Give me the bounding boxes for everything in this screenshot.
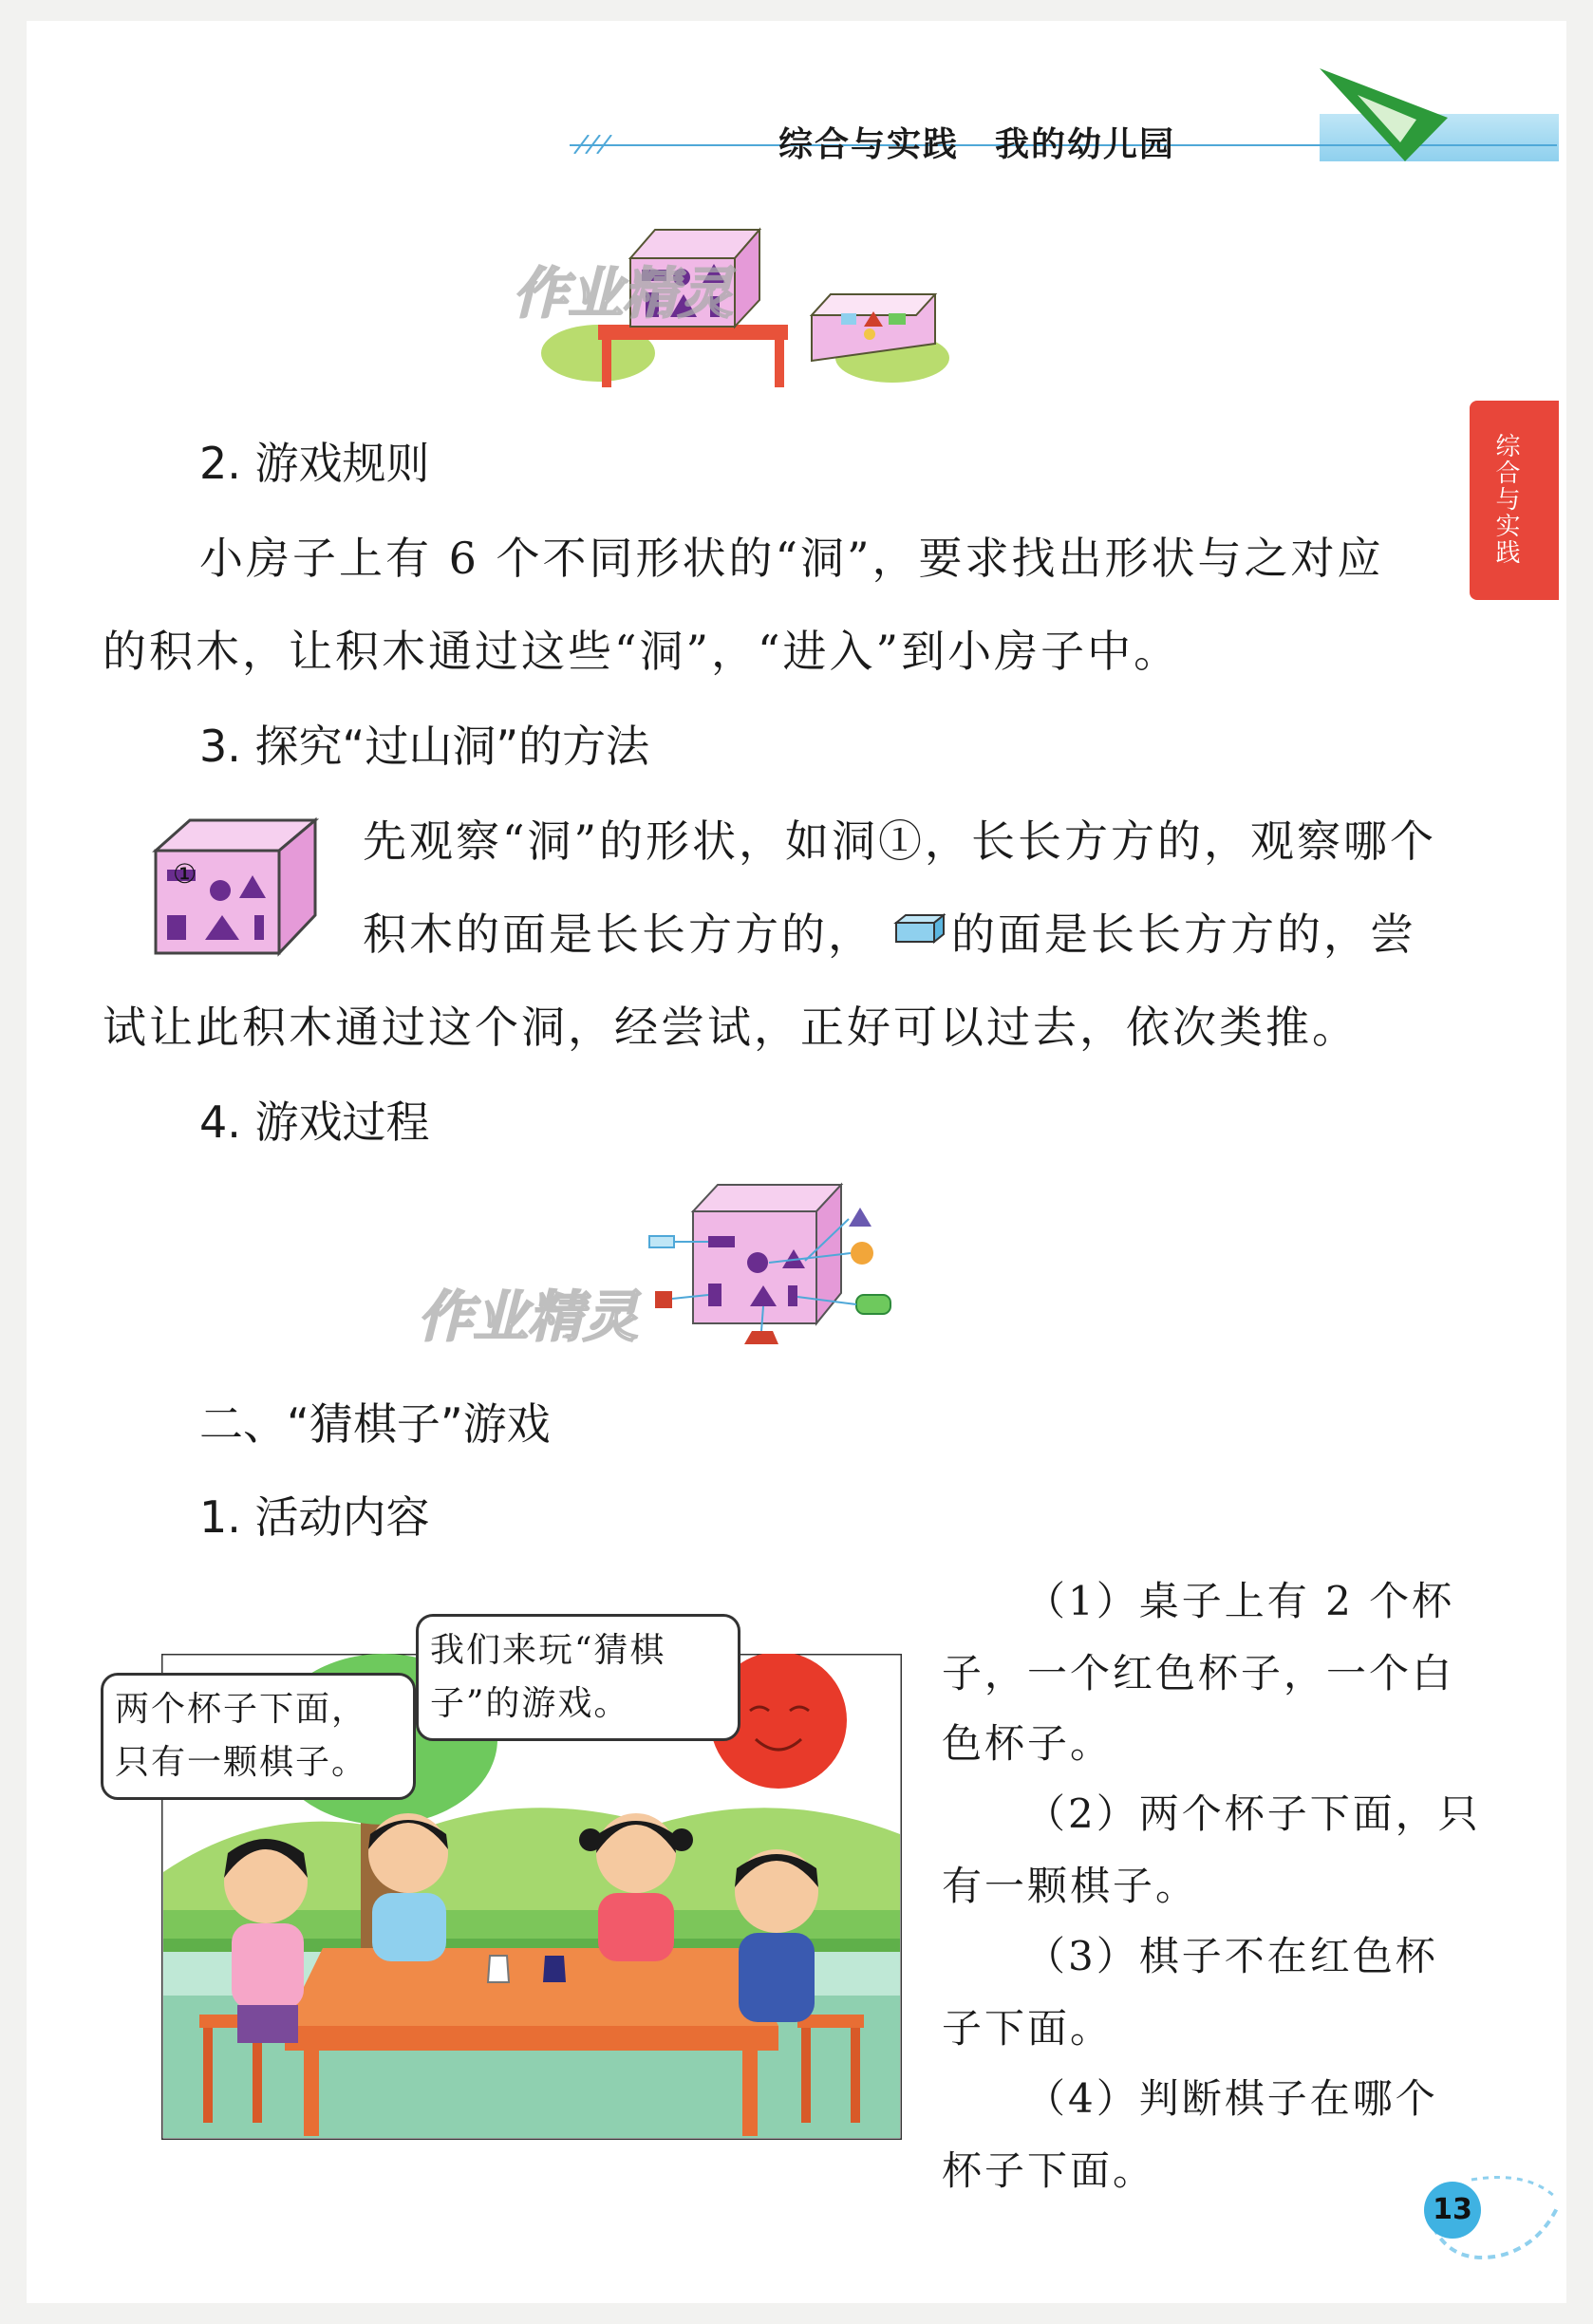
bubble-right-line-2: 子”的游戏。 [430,1684,630,1723]
cuboid-block-icon [892,911,946,946]
item-1-line-1: （1）桌子上有 2 个杯 [1025,1578,1455,1624]
header-hatch-icon [570,135,627,154]
guess-heading: 二、“猜棋子”游戏 [199,1398,551,1450]
item-4-line-1: （4）判断棋子在哪个 [1025,2075,1438,2122]
item-2-line-1: （2）两个杯子下面，只 [1025,1790,1481,1837]
header-title: 综合与实践 我的幼儿园 [778,125,1176,164]
method-line-1: 先观察“洞”的形状，如洞①，长长方方的，观察哪个 [363,815,1437,867]
watermark-top: 作业精灵 [513,261,734,326]
speech-bubble-right [416,1614,740,1741]
activity-subheading: 1. 活动内容 [199,1491,430,1543]
hole-number-label: ① [173,858,197,890]
chapter-side-tab [1470,401,1559,600]
item-1-line-3: 色杯子。 [942,1720,1114,1767]
method-heading: 3. 探究“过山洞”的方法 [199,721,650,772]
item-1-line-2: 子，一个红色杯子，一个白 [942,1650,1455,1696]
side-tab-label: 综合与实践 [1491,433,1520,566]
item-2-line-2: 有一颗棋子。 [942,1863,1199,1909]
process-heading: 4. 游戏过程 [199,1096,430,1148]
method-line-2a: 积木的面是长长方方的， [363,909,874,960]
rules-line-1: 小房子上有 6 个不同形状的“洞”，要求找出形状与之对应 [199,533,1384,584]
item-4-line-2: 杯子下面。 [942,2147,1156,2194]
method-line-2b: 的面是长长方方的，尝 [951,909,1416,960]
watermark-middle: 作业精灵 [418,1284,639,1349]
blocks-into-house-illustration [646,1173,902,1354]
bubble-right-line-1: 我们来玩“猜棋 [430,1631,666,1670]
method-line-3: 试让此积木通过这个洞，经尝试，正好可以过去，依次类推。 [103,1002,1359,1053]
rules-heading: 2. 游戏规则 [199,438,430,489]
page-number: 13 [1424,2182,1481,2239]
bubble-left-line-2: 只有一颗棋子。 [115,1743,368,1782]
item-3-line-2: 子下面。 [942,2005,1114,2052]
bubble-left-line-1: 两个杯子下面， [115,1690,368,1729]
speech-bubble-left [101,1673,416,1800]
item-3-line-1: （3）棋子不在红色杯 [1025,1933,1438,1979]
triangle-ruler-icon [1310,63,1452,167]
rules-line-2: 的积木，让积木通过这些“洞”，“进入”到小房子中。 [103,626,1181,677]
